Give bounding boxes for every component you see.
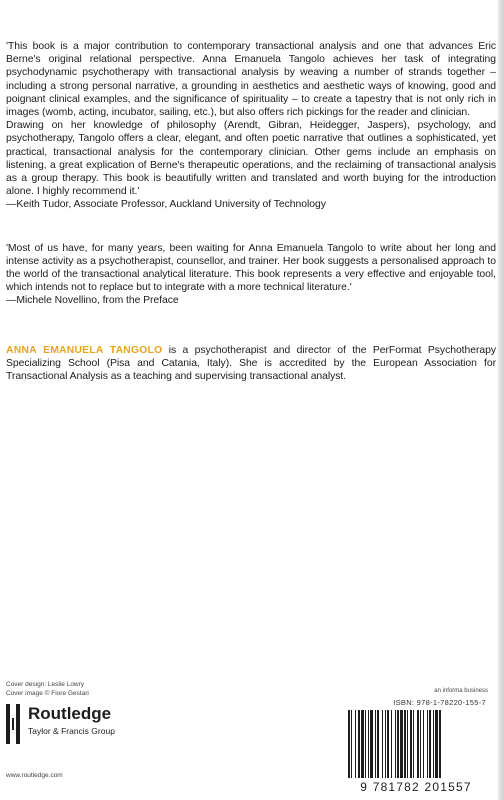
cover-image-credit: Cover image © Fiore Gestari [6, 690, 89, 697]
author-bio [6, 344, 496, 384]
quote2-paragraph: 'Most of us have, for many years, been waiting for Anna Emanuela Tangolo to write about her long and intense activity as a psychotherapist, counsellor, and trainer. Her book suggests a personalised approach to the world of the transactional analytical literature. This book represents a very effective and enjoyable tool, which intends not to replace but to integrate with a more technical literature.' [6, 242, 496, 294]
author-bio-text: is a psychotherapist and director of the PerFormat Psychotherapy Specializing School (Pisa and Catania, Italy). She is accredited by the European Association for Transactional Analysis as a teaching and supervising transactional analyst. [6, 344, 496, 383]
page-edge [498, 0, 504, 800]
quote1-paragraph1: 'This book is a major contribution to contemporary transactional analysis and one that advances Eric Berne's original relational perspective. Anna Emanuela Tangolo achieves her task of integrating psychodynamic psychotherapy with transactional analysis by weaving a number of strands together – including a strong personal narrative, a grounding in aesthetics and aesthetic ways of knowing, good and poignant clinical examples, and the significance of spirituality – to create a tapestry that is not only rich in images (womb, acting, incubator, sailing, etc.), but also offers rich pickings for the reader and clinician. [6, 41, 496, 119]
publisher-name: Routledge [28, 704, 112, 723]
publisher-group: Taylor & Francis Group [28, 726, 115, 736]
cover-credits [6, 680, 89, 698]
cover-design-credit: Cover design: Leslie Lowry [6, 681, 85, 688]
quote1-attribution: —Keith Tudor, Associate Professor, Auckland University of Technology [6, 199, 326, 211]
back-cover-text [6, 40, 496, 383]
barcode-icon [346, 710, 486, 780]
quote1-paragraph2: Drawing on her knowledge of philosophy (Arendt, Gibran, Heidegger, Jaspers), psychology, and psychotherapy, Tangolo offers a clear, elegant, and often poetic narrative that outlines a sophisticated, yet practical, transactional analysis for the contemporary clinician. Other gems include an emphasis on listening, a great explication of Berne's therapeutic operations, and the reclaiming of transactional analysis as a group therapy. This book is beautifully written and translated and worth buying for the introduction alone. I highly recommend it.' [6, 120, 496, 198]
quote2-attribution: —Michele Novellino, from the Preface [6, 295, 179, 307]
routledge-logo-icon [6, 704, 20, 744]
isbn-text: ISBN: 978-1-78220-155-7 [393, 698, 486, 707]
barcode-digits: 9 781782 201557 [360, 780, 472, 794]
footer [6, 680, 496, 800]
informa-tagline: an informa business [434, 688, 488, 694]
author-name: ANNA EMANUELA TANGOLO [6, 344, 163, 356]
publisher-logo [6, 702, 206, 779]
publisher-website: www.routledge.com [6, 772, 63, 779]
